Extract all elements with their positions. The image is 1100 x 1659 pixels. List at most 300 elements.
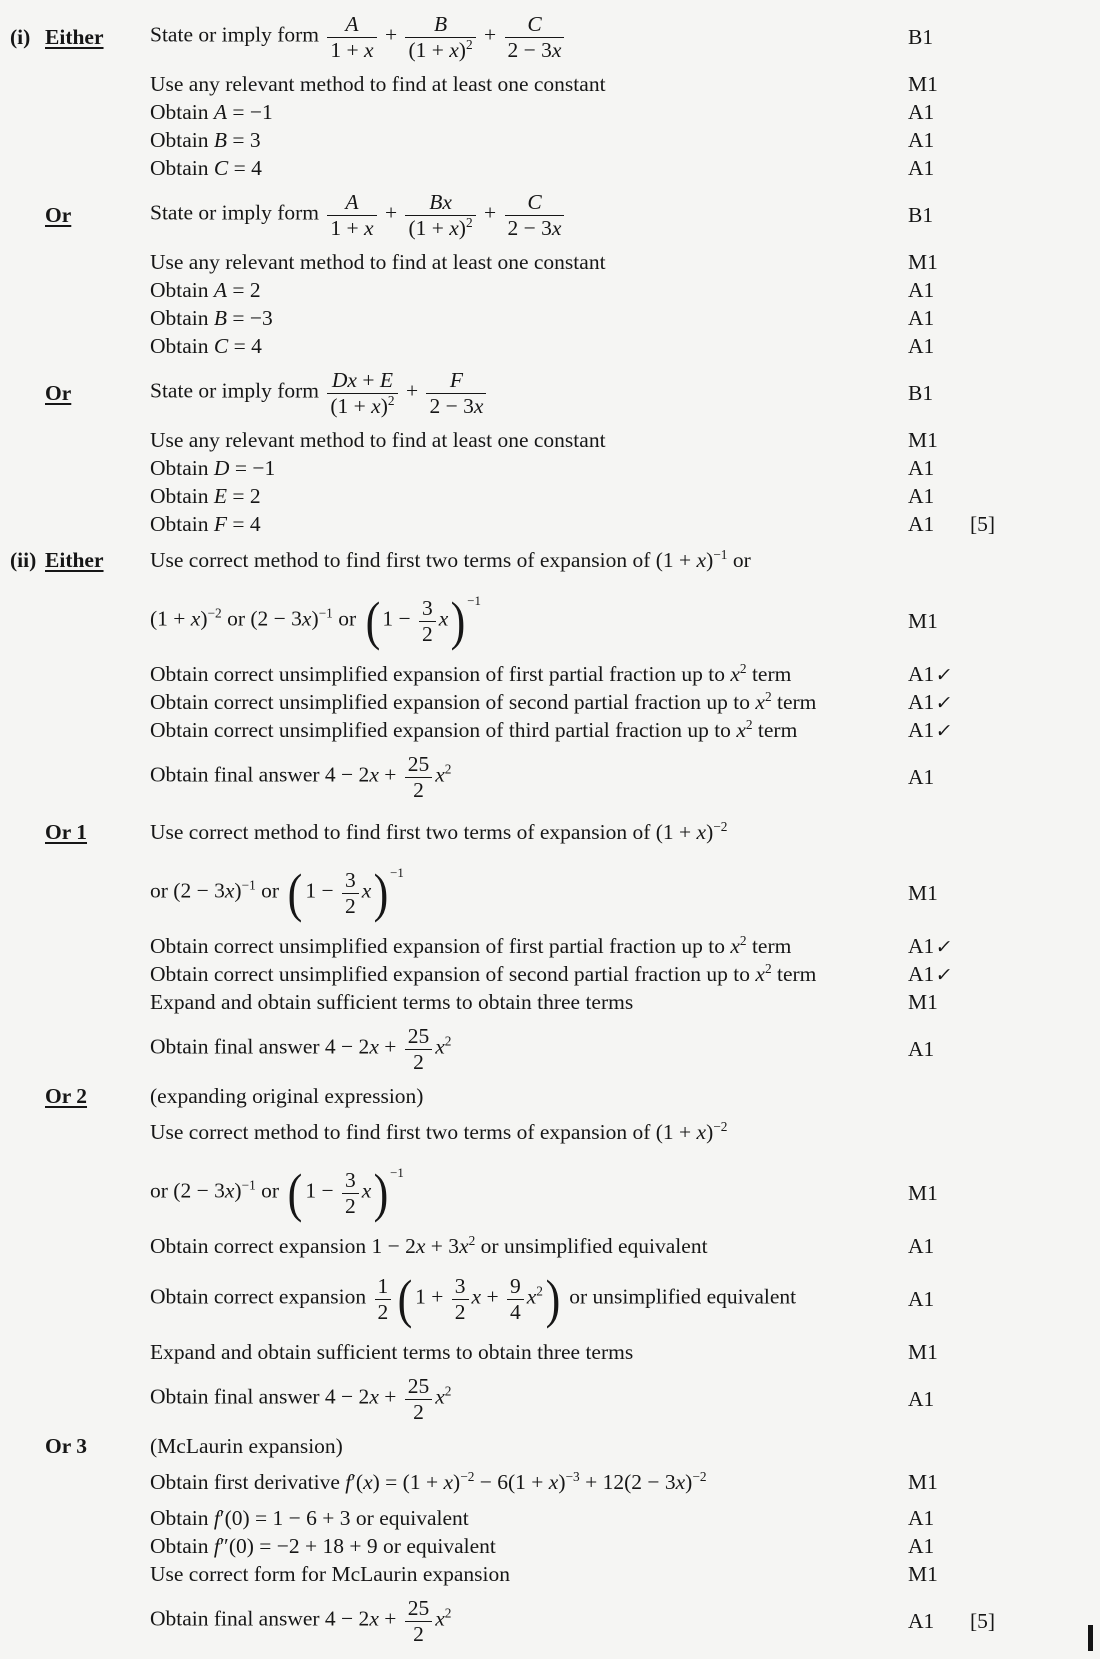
text-run: 9 [509,1274,521,1299]
text-run: = −1 [227,99,273,124]
mark-text: B1 [908,24,934,49]
mark-text: A1 [908,1036,935,1061]
math-variable: B [213,127,228,152]
text-run: Use any relevant method to find at least one constant [150,249,606,274]
fraction [405,190,475,239]
math-variable: A [345,190,359,215]
math-variable: x [449,37,459,62]
fraction [327,12,376,61]
numerator [327,190,376,214]
mark-code [908,25,970,50]
superscript: 2 [465,36,473,52]
numerator [327,368,397,392]
mark-code [908,1234,970,1259]
mark-text: A1 [908,333,935,358]
denominator [327,393,397,418]
mark-text: A1 [908,127,935,152]
mark-text: M1 [908,989,938,1014]
ft-tick-icon: ✓ [934,936,954,958]
math-variable: x [369,762,379,787]
math-variable: x [696,819,707,844]
math-variable: x [190,606,201,631]
criterion-text [150,990,908,1015]
math-variable: x [361,1178,372,1203]
text-run: + [356,368,380,393]
math-variable: x [369,1034,379,1059]
fraction [327,368,397,417]
criterion-text [150,590,908,651]
text-run: term [752,717,798,742]
text-run: + [379,200,403,225]
text-run: 2 [344,893,356,918]
denominator [405,777,433,802]
fraction [405,752,433,801]
alternative-label [45,1084,150,1109]
math-variable: x [415,1233,426,1258]
text-run: = 4 [227,511,261,536]
text-run: term [771,689,817,714]
mark-row [0,1232,1100,1260]
alternative-label [45,381,150,406]
alternative-label [45,1434,150,1459]
alternative-label-text: Either [45,547,104,572]
denominator [507,1299,524,1324]
superscript: 2 [764,960,772,976]
text-run: State or imply form [150,200,325,225]
text-run: 25 [407,1374,430,1399]
mark-text: M1 [908,608,938,633]
math-variable: x [696,547,707,572]
mark-row [0,716,1100,744]
text-run: (1 + [330,393,372,418]
text-run: − 6(1 + [474,1469,549,1494]
text-run: + [378,762,402,787]
math-variable: x [364,37,374,62]
math-variable: C [213,333,229,358]
mark-text: M1 [908,1339,938,1364]
mark-code [908,1037,970,1062]
text-run: ) [706,819,714,844]
criterion-text [150,1562,908,1587]
mark-text: A1 [908,689,935,714]
mark-row [0,538,1100,582]
text-run: (1 + [150,606,191,631]
alternative-label-text: Or [45,202,72,227]
denominator [452,1299,469,1324]
bracketed-expression [286,1162,404,1223]
text-run: 3 [454,1274,466,1299]
text-run: (1 + [408,37,450,62]
text-run: Obtain [150,127,214,152]
criterion-text [150,128,908,153]
text-run: 1 + [415,1284,449,1309]
fraction [405,12,475,61]
text-run: 2 [422,621,433,646]
mark-row [0,988,1100,1016]
text-run: Use any relevant method to find at least one constant [150,427,606,452]
text-run: Obtain [150,305,214,330]
criterion-text [150,512,908,537]
numerator [405,1374,433,1398]
text-run: or [727,547,751,572]
math-variable: A [213,99,228,124]
mark-code [908,1287,970,1312]
mark-row [0,304,1100,332]
criterion-text [150,820,908,845]
mark-row [0,1110,1100,1154]
text-run: ) [685,1469,693,1494]
superscript: 2 [739,660,747,676]
alternative-label [45,25,150,50]
text-run: State or imply form [150,22,325,47]
math-variable: x [459,1233,469,1258]
superscript: −3 [565,1468,580,1484]
text-run: (1 + [655,1119,697,1144]
fraction [375,1274,392,1323]
math-variable: C [213,155,229,180]
alternative-label [45,203,150,228]
close-paren-icon: ) [373,1162,389,1223]
criterion-text [150,662,908,687]
math-variable: x [435,1606,445,1631]
text-run: ) [200,606,208,631]
numerator [342,1168,359,1192]
mark-row [0,454,1100,482]
fraction [419,596,436,645]
mark-code [908,1534,970,1559]
mark-row [0,248,1100,276]
bracketed-expression [396,1268,562,1329]
criterion-text [150,306,908,331]
math-variable: x [369,1384,379,1409]
mark-text: A1 [908,1505,935,1530]
text-run: = −1 [229,455,276,480]
criterion-text [150,862,908,923]
text-run: Expand and obtain sufficient terms to obtain three terms [150,1339,634,1364]
mark-text: B1 [908,380,934,405]
text-run: ) [706,547,714,572]
mark-row [0,1366,1100,1432]
denominator [419,621,436,646]
math-variable: x [548,1469,559,1494]
superscript: 2 [444,1605,452,1621]
criterion-text [150,190,908,239]
mark-row [0,960,1100,988]
math-variable: C [527,12,542,37]
criterion-text [150,1470,908,1495]
math-variable: x [371,393,381,418]
text-run: 25 [407,752,430,777]
denominator [405,1621,433,1646]
mark-text: M1 [908,71,938,96]
text-run: or (2 − 3 [150,878,225,903]
mark-code [908,1470,970,1495]
open-paren-icon: ( [288,862,303,923]
text-run: 2 [413,777,424,802]
criterion-text [150,690,908,715]
text-run: 25 [407,1596,430,1621]
numerator [405,752,433,776]
mark-code [908,484,970,509]
mark-text: A1 [908,1233,935,1258]
numerator [507,1274,524,1298]
math-variable: F [449,368,463,393]
text-cursor [1088,1625,1093,1651]
text-run: = 2 [227,483,261,508]
numerator [405,1596,433,1620]
text-run: ′( [351,1469,364,1494]
text-run: (2 − 3 [250,606,302,631]
denominator [426,393,486,418]
text-run: ) [234,1178,242,1203]
mark-code [908,1340,970,1365]
denominator [375,1299,392,1324]
mark-row [0,854,1100,932]
alternative-label-text: Or 2 [45,1083,88,1108]
text-run: or [332,606,362,631]
superscript: −1 [390,1166,404,1181]
text-run: Obtain final answer 4 − 2 [150,762,370,787]
ft-tick-icon: ✓ [934,720,954,742]
mark-code [908,765,970,790]
text-run: Obtain [150,333,214,358]
mark-row [0,510,1100,538]
mark-row [0,360,1100,426]
mark-row [0,660,1100,688]
superscript: −1 [318,605,333,621]
mark-text: M1 [908,1469,938,1494]
numerator [419,596,436,620]
bracketed-expression [364,590,481,651]
superscript: 2 [444,761,452,777]
math-variable: x [730,933,740,958]
mark-code [908,1562,970,1587]
criterion-text [150,548,908,573]
criterion-text [150,1024,908,1073]
mark-text: A1 [908,511,935,536]
criterion-text [150,1506,908,1531]
criterion-text [150,1434,908,1459]
text-run: Use correct form for McLaurin expansion [150,1561,510,1586]
alternative-label-text: Or 3 [45,1433,88,1458]
math-variable: x [551,215,562,240]
text-run: (1 + [408,215,450,240]
fraction [405,1024,433,1073]
numerator [327,12,376,36]
criterion-text [150,1120,908,1145]
ft-tick-icon: ✓ [934,692,954,714]
text-run: Obtain [150,483,214,508]
text-run: 1 − [305,1178,339,1203]
math-variable: f [213,1533,220,1558]
math-variable: x [551,37,562,62]
math-variable: x [471,1284,482,1309]
criterion-text [150,1596,908,1645]
text-run: 1 − [305,878,339,903]
text-run: (expanding original expression) [150,1083,424,1108]
denominator [505,37,565,62]
criterion-text [150,484,908,509]
mark-code [908,881,970,906]
mark-row [0,1154,1100,1232]
text-run: + [400,378,424,403]
denominator [405,215,475,240]
criterion-text [150,278,908,303]
text-run: or unsimplified equivalent [563,1284,797,1309]
open-paren-icon: ( [397,1268,413,1329]
math-variable: x [473,393,484,418]
mark-row [0,688,1100,716]
text-run: Use correct method to find first two terms of expansion of [150,1119,656,1144]
superscript: −2 [692,1468,707,1484]
ft-tick-icon: ✓ [934,964,954,986]
criterion-text [150,156,908,181]
text-run: ) [558,1469,566,1494]
mark-code [908,662,970,687]
mark-text: A1 [908,661,935,686]
text-run: or unsimplified equivalent [475,1233,708,1258]
alternative-label-text: Or [45,380,72,405]
text-run: ) [706,1119,714,1144]
expression [304,1168,372,1217]
mark-text: A1 [908,1386,935,1411]
text-run: Obtain [150,155,214,180]
fraction [405,1374,433,1423]
criterion-text [150,334,908,359]
mark-text: A1 [908,1608,935,1633]
fraction [507,1274,524,1323]
mark-text: A1 [908,717,935,742]
mark-code [908,609,970,634]
text-run: (1 + [655,547,697,572]
text-run: ″(0) = −2 + 18 + 9 or equivalent [219,1533,496,1558]
mark-code [908,128,970,153]
fraction [342,1168,359,1217]
mark-code [908,456,970,481]
mark-code [908,381,970,406]
mark-text: A1 [908,1286,935,1311]
criterion-text [150,1084,908,1109]
text-run: Obtain correct unsimplified expansion of second partial fraction up to [150,961,756,986]
text-run: 2 [377,1299,389,1324]
fraction [505,190,565,239]
part-label: (ii) [10,547,37,572]
math-variable: x [361,878,372,903]
text-run: 2 − 3 [507,37,552,62]
mark-row [0,582,1100,660]
text-run: = 4 [228,333,262,358]
text-run: 2 − 3 [429,393,474,418]
math-variable: E [379,368,394,393]
numerator [426,368,486,392]
alternative-label-text: Or 1 [45,819,88,844]
text-run: = 2 [227,277,261,302]
mark-text: A1 [908,155,935,180]
mark-text: A1 [908,933,935,958]
numerator [505,190,565,214]
mark-row [0,98,1100,126]
mark-row [0,1460,1100,1504]
mark-row [0,126,1100,154]
denominator [405,1399,433,1424]
superscript: −2 [713,1118,728,1134]
numerator [342,868,359,892]
math-variable: x [301,606,312,631]
mark-text: A1 [908,961,935,986]
mark-row [0,932,1100,960]
text-run: + 12(2 − 3 [579,1469,676,1494]
criterion-text [150,250,908,275]
superscript: 2 [745,716,753,732]
text-run: = 4 [228,155,262,180]
numerator [405,190,475,214]
math-variable: x [730,661,740,686]
text-run: Obtain correct expansion [150,1284,372,1309]
math-variable: x [449,215,459,240]
superscript: −2 [207,605,222,621]
mark-code [908,1609,970,1634]
superscript: −1 [241,877,256,893]
open-paren-icon: ( [288,1162,303,1223]
mark-row [0,154,1100,182]
bracketed-expression [286,862,404,923]
superscript: −2 [460,1468,475,1484]
mark-row [0,1432,1100,1460]
math-variable: A [213,277,228,302]
criterion-text [150,1162,908,1223]
math-variable: x [369,1606,379,1631]
superscript: 2 [444,1383,452,1399]
criterion-text [150,1340,908,1365]
math-variable: f [213,1505,220,1530]
text-run: Obtain correct expansion 1 − 2 [150,1233,416,1258]
text-run: Obtain [150,1505,214,1530]
math-variable: f [345,1469,352,1494]
mark-code [908,1181,970,1206]
criterion-text [150,1234,908,1259]
text-run: 1 + [330,37,365,62]
math-variable: Bx [429,190,452,215]
text-run: 1 + [330,215,365,240]
math-variable: x [438,606,449,631]
text-run: = 3 [227,127,261,152]
expression [304,868,372,917]
criterion-text [150,72,908,97]
text-run: Expand and obtain sufficient terms to obtain three terms [150,989,634,1014]
close-paren-icon: ) [373,862,389,923]
mark-text: M1 [908,249,938,274]
text-run: Obtain [150,1533,214,1558]
text-run: + [378,1384,402,1409]
superscript: 2 [444,1033,452,1049]
text-run: ) [380,393,388,418]
text-run: 3 [422,596,433,621]
mark-text: A1 [908,455,935,480]
mark-row [0,1338,1100,1366]
part-label: (i) [10,24,31,49]
expression [381,596,449,645]
text-run: Obtain final answer 4 − 2 [150,1034,370,1059]
text-run: (McLaurin expansion) [150,1433,343,1458]
text-run: + [481,1284,504,1309]
text-run: + [379,22,403,47]
mark-code [908,934,970,959]
mark-row [0,276,1100,304]
mark-code [908,428,970,453]
text-run: or [221,606,251,631]
math-variable: F [213,511,228,536]
text-run: = −3 [227,305,273,330]
